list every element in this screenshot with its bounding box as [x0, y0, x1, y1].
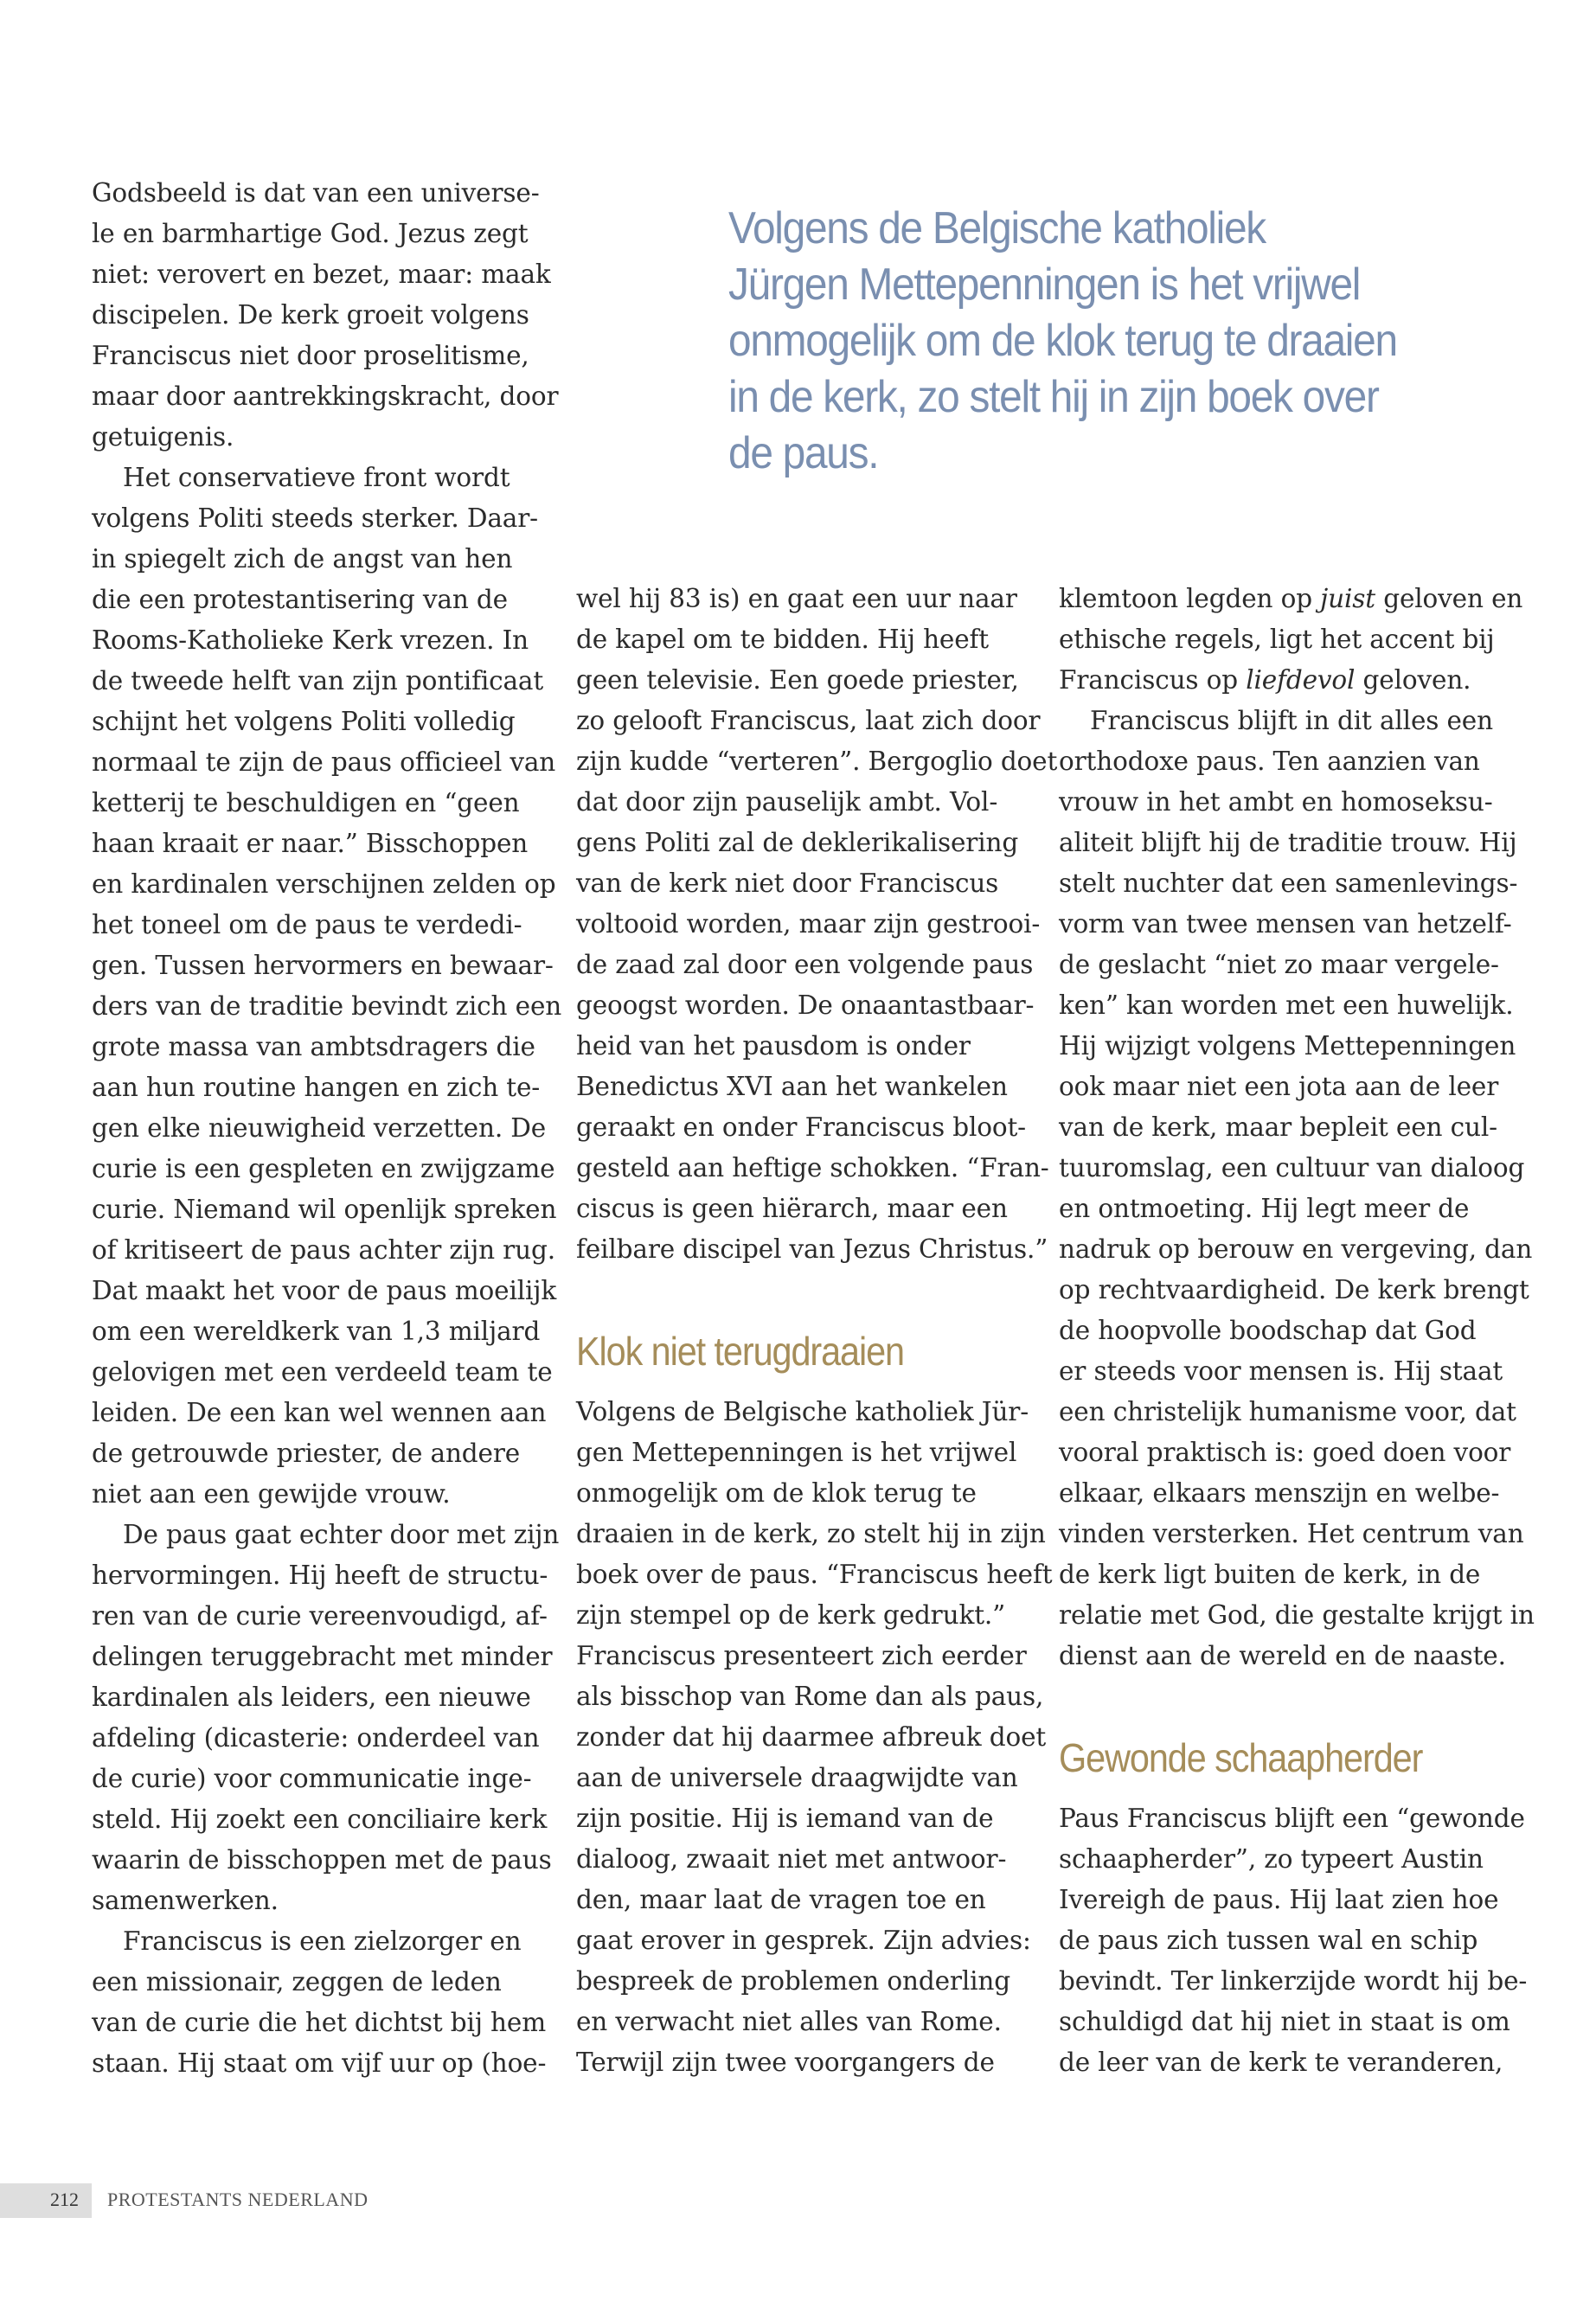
text-line: als bisschop van Rome dan als paus, [576, 1682, 1044, 1711]
text-line: Godsbeeld is dat van een universe- [92, 178, 540, 208]
text-line: haan kraait er naar.” Bisschoppen [92, 829, 529, 858]
text-line: afdeling (dicasterie: onderdeel van [92, 1723, 540, 1753]
emphasis-text: liefdevol [1246, 665, 1356, 695]
text-line: discipelen. De kerk groeit volgens [92, 300, 529, 330]
text-line: vinden versterken. Het centrum van [1059, 1519, 1524, 1548]
text-line: le en barmhartige God. Jezus zegt [92, 219, 529, 248]
text-line: geraakt en onder Franciscus bloot- [576, 1112, 1026, 1142]
text-line: boek over de paus. “Franciscus heeft [576, 1560, 1053, 1589]
text-line: Benedictus XVI aan het wankelen [576, 1072, 1008, 1101]
text-line: Franciscus presenteert zich eerder [576, 1641, 1027, 1670]
text-line: Franciscus blijft in dit alles een [1090, 706, 1493, 735]
text-line: ethische regels, ligt het accent bij [1059, 625, 1495, 654]
text-line: een missionair, zeggen de leden [92, 1967, 502, 1997]
text-span: geloven en [1375, 584, 1523, 613]
text-line: aan hun routine hangen en zich te- [92, 1073, 541, 1102]
text-line: aan de universele draagwijdte van [576, 1763, 1018, 1792]
text-line: de kerk ligt buiten de kerk, in de [1059, 1560, 1481, 1589]
text-line: Franciscus niet door proselitisme, [92, 341, 529, 370]
text-line: gelovigen met een verdeeld team te [92, 1357, 553, 1387]
text-line: Rooms-Katholieke Kerk vrezen. In [92, 625, 529, 655]
text-line: Hij wijzigt volgens Mettepenningen [1059, 1031, 1516, 1061]
publication-name: PROTESTANTS NEDERLAND [107, 2189, 369, 2210]
text-line: de zaad zal door een volgende paus [576, 950, 1034, 979]
text-line: Volgens de Belgische katholiek Jür- [576, 1397, 1029, 1426]
text-line: elkaar, elkaars menszijn en welbe- [1059, 1478, 1500, 1508]
column-middle [576, 579, 1058, 2083]
text-line: den, maar laat de vragen toe en [576, 1885, 986, 1914]
text-line: maar door aantrekkingskracht, door [92, 381, 559, 411]
pull-quote-line: Jürgen Mettepenningen is het vrijwel [728, 260, 1361, 310]
text-line: van de kerk niet door Franciscus [576, 868, 999, 898]
text-line: ders van de traditie bevindt zich een [92, 991, 562, 1021]
text-line: bevindt. Ter linkerzijde wordt hij be- [1059, 1966, 1528, 1996]
text-line: gen. Tussen hervormers en bewaar- [92, 951, 554, 980]
section-heading: Gewonde schaapherder [1059, 1735, 1423, 1780]
text-line: leiden. De een kan wel wennen aan [92, 1398, 547, 1427]
text-line: Het conservatieve front wordt [123, 463, 510, 492]
text-line: Franciscus is een zielzorger en [123, 1926, 522, 1956]
text-line: de hoopvolle boodschap dat God [1059, 1316, 1477, 1345]
text-line: onmogelijk om de klok terug te [576, 1478, 977, 1508]
text-line: geen televisie. Een goede priester, [576, 665, 1019, 695]
text-line: vooral praktisch is: goed doen voor [1059, 1438, 1511, 1467]
text-line: en kardinalen verschijnen zelden op [92, 869, 556, 899]
text-line: Dat maakt het voor de paus moeilijk [92, 1276, 557, 1305]
text-line: van de kerk, maar bepleit een cul- [1059, 1112, 1497, 1142]
text-line: hervormingen. Hij heeft de structu- [92, 1561, 548, 1590]
column-right [1059, 579, 1535, 2083]
text-line: op rechtvaardigheid. De kerk brengt [1059, 1275, 1529, 1304]
text-line: curie. Niemand wil openlijk spreken [92, 1195, 557, 1224]
pull-quote-line: de paus. [728, 428, 879, 478]
pull-quote-line: in de kerk, zo stelt hij in zijn boek over [728, 372, 1379, 422]
text-line: voltooid worden, maar zijn gestrooi- [576, 909, 1041, 939]
text-line: De paus gaat echter door met zijn [123, 1520, 560, 1549]
text-line: de curie) voor communicatie inge- [92, 1764, 532, 1793]
text-line: tuuromslag, een cultuur van dialoog [1059, 1153, 1525, 1183]
text-line: de leer van de kerk te veranderen, [1059, 2048, 1503, 2077]
text-line: bespreek de problemen onderling [576, 1966, 1010, 1996]
text-line: geoogst worden. De onaantastbaar- [576, 990, 1035, 1020]
text-line: getuigenis. [92, 422, 234, 452]
text-line: en verwacht niet alles van Rome. [576, 2007, 1002, 2036]
text-line: het toneel om de paus te verdedi- [92, 910, 522, 939]
text-line: of kritiseert de paus achter zijn rug. [92, 1235, 555, 1265]
text-line: vrouw in het ambt en homoseksu- [1059, 787, 1493, 817]
text-line: ketterij te beschuldigen en “geen [92, 788, 520, 817]
text-line: de getrouwde priester, de andere [92, 1439, 521, 1468]
text-line: steld. Hij zoekt een conciliaire kerk [92, 1804, 548, 1834]
text-line: de tweede helft van zijn pontificaat [92, 666, 544, 695]
text-line: gen Mettepenningen is het vrijwel [576, 1438, 1017, 1467]
text-line: schaapherder”, zo typeert Austin [1059, 1844, 1484, 1874]
text-line: ook maar niet een jota aan de leer [1059, 1072, 1499, 1101]
text-line: ken” kan worden met een huwelijk. [1059, 990, 1514, 1020]
text-line: zonder dat hij daarmee afbreuk doet [576, 1722, 1047, 1752]
page-footer [0, 2183, 519, 2218]
text-line: samenwerken. [92, 1886, 279, 1915]
pull-quote-line: onmogelijk om de klok terug te draaien [728, 316, 1397, 366]
text-line: en ontmoeting. Hij legt meer de [1059, 1194, 1470, 1223]
text-span: Franciscus op [1059, 665, 1247, 695]
text-line: gen elke nieuwigheid verzetten. De [92, 1113, 547, 1143]
text-line [1059, 579, 1523, 619]
pull-quote [728, 201, 1397, 482]
emphasis-text: juist [1320, 584, 1375, 613]
text-line: om een wereldkerk van 1,3 miljard [92, 1317, 541, 1346]
text-line [1059, 660, 1509, 701]
text-line: schuldigd dat hij niet in staat is om [1059, 2007, 1510, 2036]
text-line: ciscus is geen hiërarch, maar een [576, 1194, 1008, 1223]
section-heading: Klok niet terugdraaien [576, 1329, 905, 1374]
text-line: de kapel om te bidden. Hij heeft [576, 625, 990, 654]
text-line: een christelijk humanisme voor, dat [1059, 1397, 1516, 1426]
text-line: er steeds voor mensen is. Hij staat [1059, 1356, 1503, 1386]
text-line: gesteld aan heftige schokken. “Fran- [576, 1153, 1049, 1183]
pull-quote-line: Volgens de Belgische katholiek [728, 203, 1266, 253]
text-line: waarin de bisschoppen met de paus [92, 1845, 552, 1875]
text-line: relatie met God, die gestalte krijgt in [1059, 1600, 1535, 1630]
text-line: de paus zich tussen wal en schip [1059, 1926, 1478, 1955]
text-line: dat door zijn pauselijk ambt. Vol- [576, 787, 998, 817]
text-line: feilbare discipel van Jezus Christus.” [576, 1234, 1048, 1264]
text-line: zijn kudde “verteren”. Bergoglio doet [576, 747, 1058, 776]
text-span: klemtoon legden op [1059, 584, 1321, 613]
text-line: curie is een gespleten en zwijgzame [92, 1154, 555, 1183]
text-line: zijn stempel op de kerk gedrukt.” [576, 1600, 1006, 1630]
text-line: de geslacht “niet zo maar vergele- [1059, 950, 1499, 979]
text-line: normaal te zijn de paus officieel van [92, 747, 556, 777]
text-line: zo gelooft Franciscus, laat zich door [576, 706, 1041, 735]
text-line: niet aan een gewijde vrouw. [92, 1479, 451, 1509]
page-number: 212 [50, 2189, 79, 2210]
text-line: aliteit blijft hij de traditie trouw. Hij [1059, 828, 1517, 857]
text-line: heid van het pausdom is onder [576, 1031, 971, 1061]
text-line: draaien in de kerk, zo stelt hij in zijn [576, 1519, 1046, 1548]
text-line: wel hij 83 is) en gaat een uur naar [576, 584, 1017, 613]
text-line: die een protestantisering van de [92, 585, 508, 614]
text-line: zijn positie. Hij is iemand van de [576, 1804, 994, 1833]
text-line: Ivereigh de paus. Hij laat zien hoe [1059, 1885, 1499, 1914]
text-line: orthodoxe paus. Ten aanzien van [1059, 747, 1480, 776]
text-line: dienst aan de wereld en de naaste. [1059, 1641, 1506, 1670]
text-line: niet: verovert en bezet, maar: maak [92, 260, 551, 289]
text-line: staan. Hij staat om vijf uur op (hoe- [92, 2048, 547, 2078]
text-line: ren van de curie vereenvoudigd, af- [92, 1601, 548, 1631]
text-line: dialoog, zwaait niet met antwoor- [576, 1844, 1007, 1874]
text-line: grote massa van ambtsdragers die [92, 1032, 535, 1061]
text-span: geloven. [1355, 665, 1471, 695]
text-line: volgens Politi steeds sterker. Daar- [92, 503, 538, 533]
text-line: delingen teruggebracht met minder [92, 1642, 553, 1671]
text-line: Terwijl zijn twee voorgangers de [576, 2048, 995, 2077]
text-line: stelt nuchter dat een samenlevings- [1059, 868, 1518, 898]
text-line: in spiegelt zich de angst van hen [92, 544, 513, 574]
text-line: van de curie die het dichtst bij hem [92, 2008, 547, 2037]
text-line: gens Politi zal de deklerikalisering [576, 828, 1019, 857]
text-line: schijnt het volgens Politi volledig [92, 707, 516, 736]
text-line: Paus Franciscus blijft een “gewonde [1059, 1804, 1525, 1833]
text-line: gaat erover in gesprek. Zijn advies: [576, 1926, 1031, 1955]
text-line: nadruk op berouw en vergeving, dan [1059, 1234, 1533, 1264]
text-line: vorm van twee mensen van hetzelf- [1059, 909, 1512, 939]
column-left [92, 173, 562, 2084]
text-line: kardinalen als leiders, een nieuwe [92, 1682, 531, 1712]
